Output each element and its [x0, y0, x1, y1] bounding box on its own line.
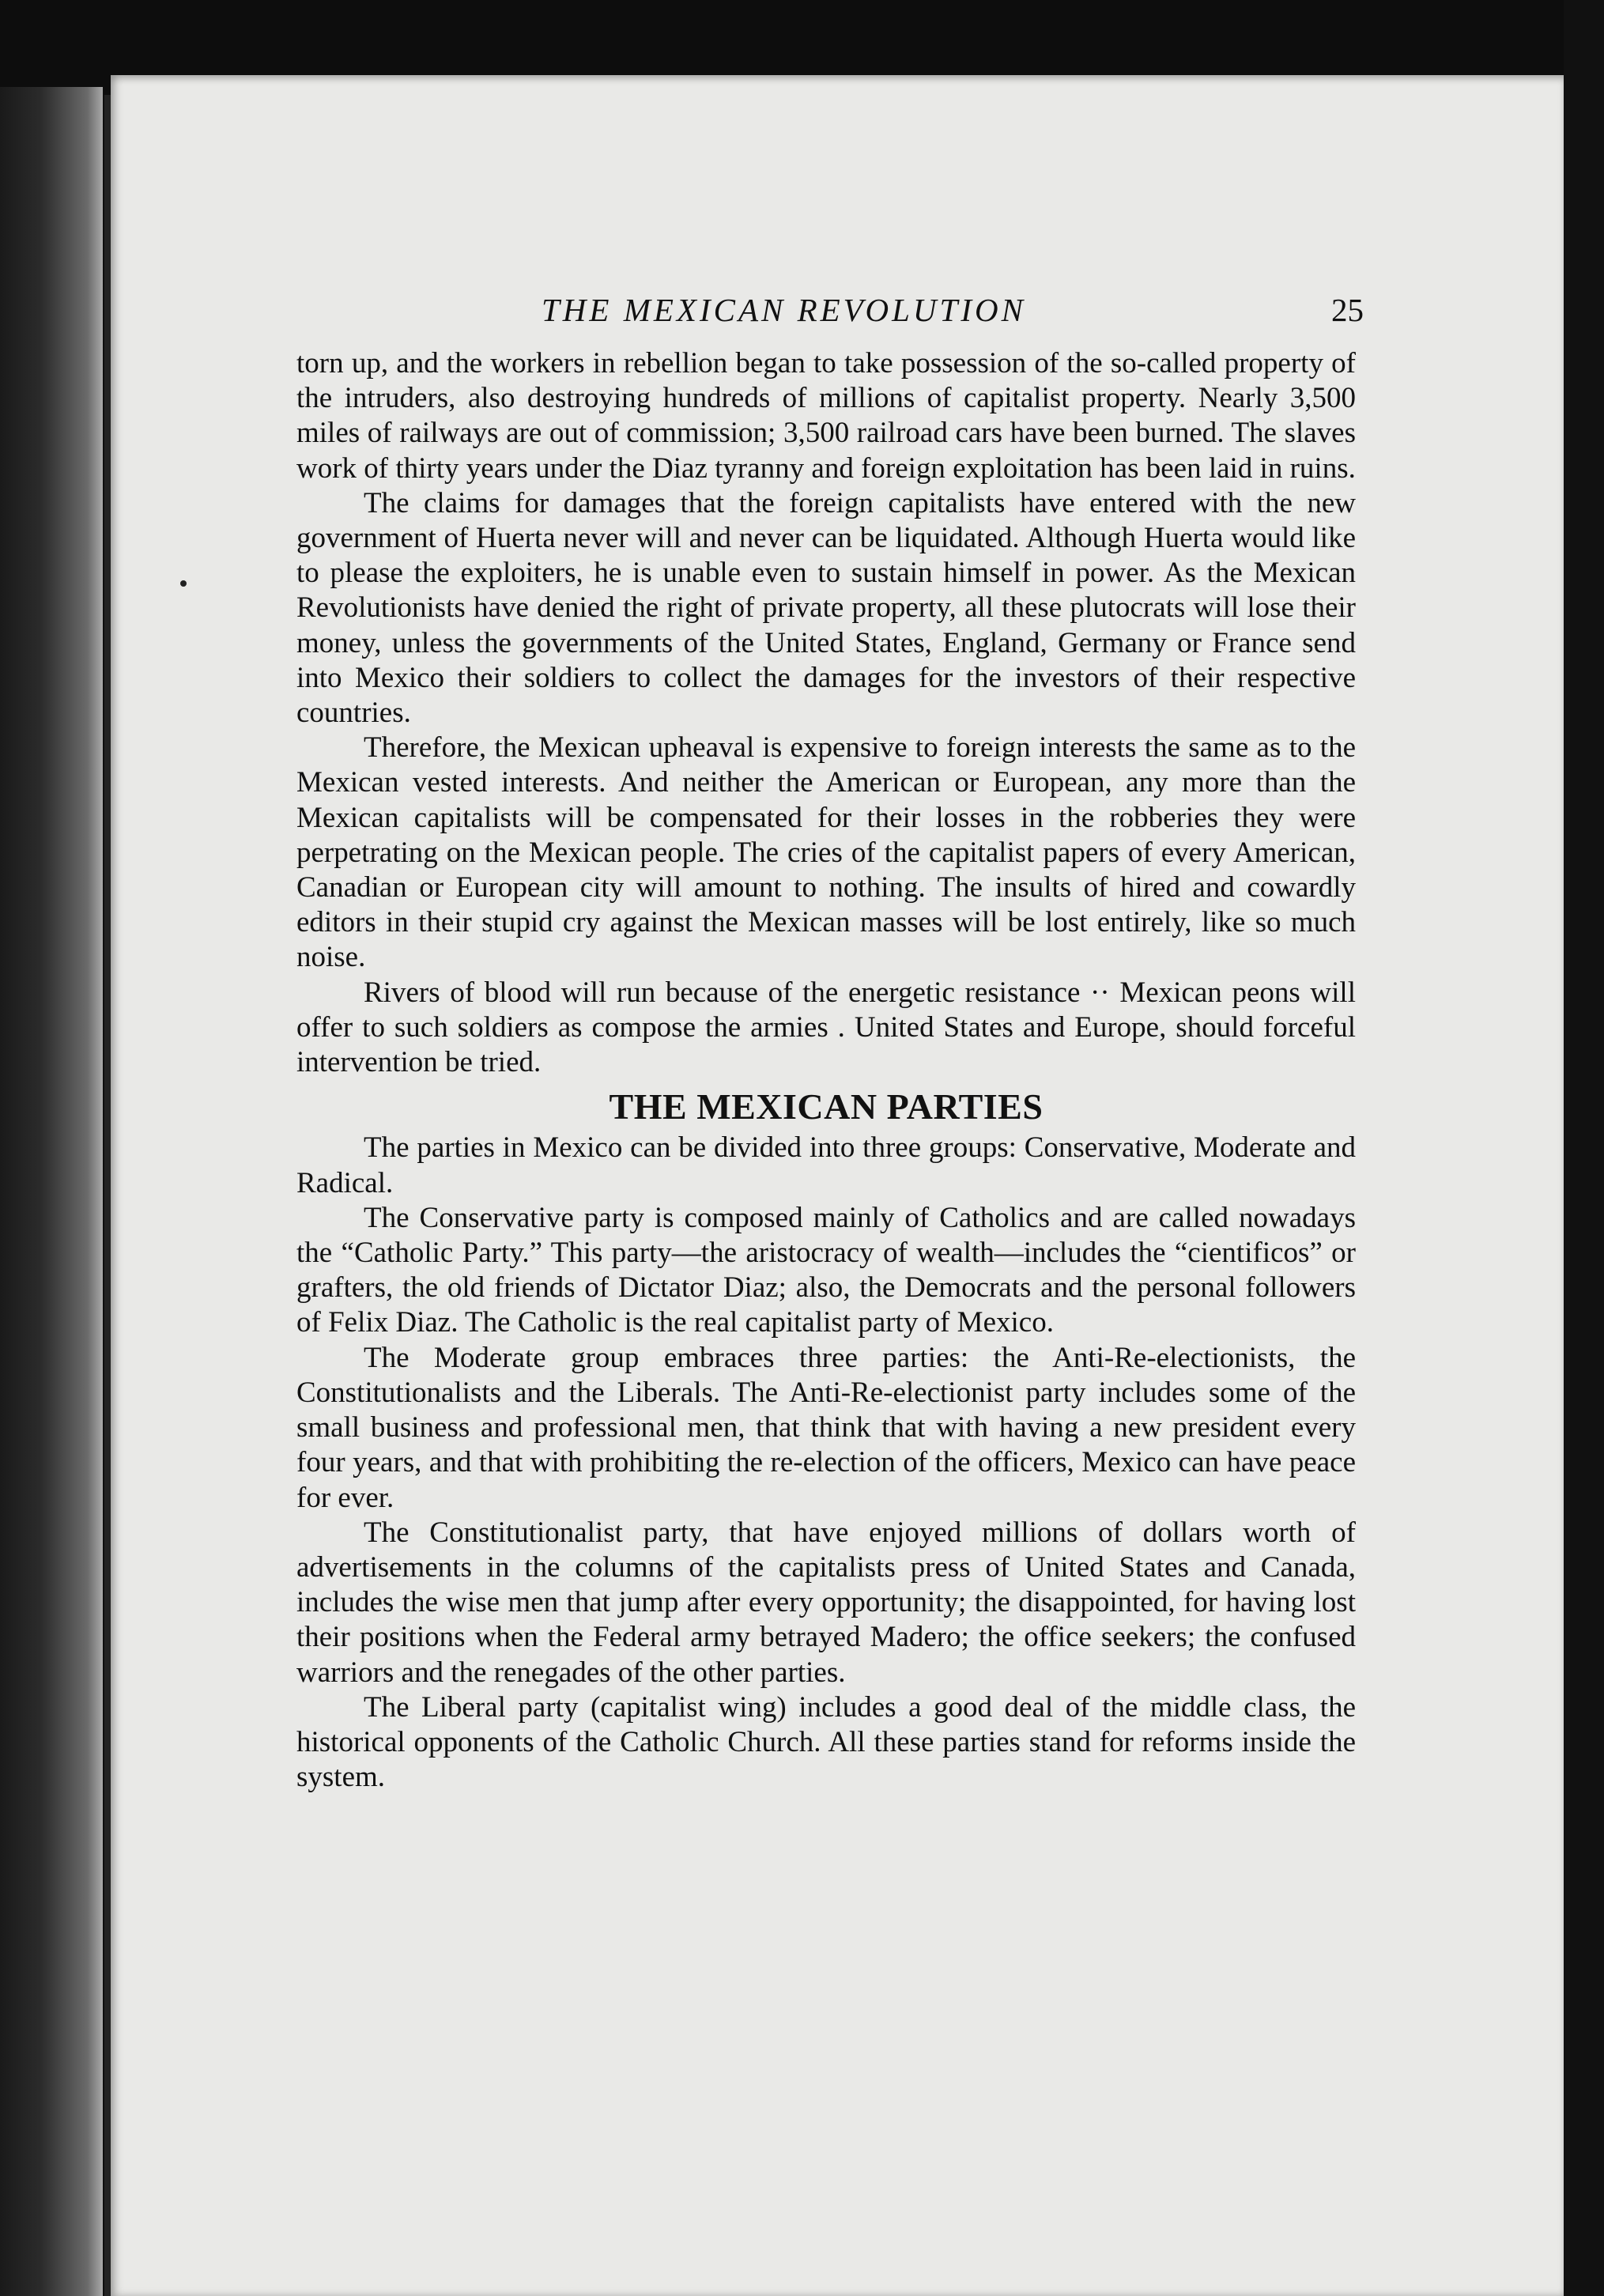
running-title: THE MEXICAN REVOLUTION: [542, 292, 1026, 328]
margin-mark: [180, 580, 187, 587]
paragraph: Therefore, the Mexican upheaval is expensive to foreign interests the same as to the Mexican vested interests. And neither the American or European, any more than the Mexican capitalists will be compensated for their losses in the robberies they were perpetrating on the Mexican people. The cries of the capitalist papers of every American, Canadian or European city will amount to nothing. The insults of hired and cowardly editors in their stupid cry against the Mexican masses will be lost entirely, like so much noise.: [296, 731, 1356, 974]
paragraph: The Moderate group embraces three parties: the Anti-Re-electionists, the Constitutionalists and the Liberals. The Anti-Re-electionist party includes some of the small business and professional men, that think that with having a new president every four years, and that with prohibiting the re-election of the officers, Mexico can have peace for ever.: [296, 1341, 1356, 1514]
paragraph: torn up, and the workers in rebellion began to take possession of the so-called property of the intruders, also destroying hundreds of millions of capitalist property. Nearly 3,500 miles of railways are out of commission; 3,500 railroad cars have been burned. The slaves work of thirty years under the Diaz tyranny and foreign exploitation has been laid in ruins.: [296, 347, 1356, 485]
scan-border: [1564, 0, 1604, 2296]
page-header: [296, 291, 1364, 338]
paragraph: The Liberal party (capitalist wing) includes a good deal of the middle class, the historical opponents of the Catholic Church. All these parties stand for reforms inside the system.: [296, 1690, 1356, 1794]
book-binding: [0, 87, 103, 2296]
paragraph: The claims for damages that the foreign capitalists have entered with the new government of Huerta never will and never can be liquidated. Although Huerta would like to please the exploiters, he is unable even to sustain himself in power. As the Mexican Revolutionists have denied the right of private property, all these plutocrats will lose their money, unless the governments of the United States, England, Germany or France send into Mexico their soldiers to collect the damages for the investors of their respective countries.: [296, 486, 1356, 730]
paragraph: Rivers of blood will run because of the energetic resistance ·· Mexican peons will offer to such soldiers as compose the armies . United States and Europe, should forceful intervention be tried.: [296, 976, 1356, 1079]
paragraph: The parties in Mexico can be divided into three groups: Conservative, Moderate and Radical.: [296, 1131, 1356, 1199]
paragraph: The Constitutionalist party, that have enjoyed millions of dollars worth of advertisements in the columns of the capitalists press of United States and Canada, includes the wise men that jump after every opportunity; the disappointed, for having lost their positions when the Federal army betrayed Madero; the office seekers; the confused warriors and the renegades of the other parties.: [296, 1516, 1356, 1689]
main-text: [296, 346, 1356, 1795]
section-heading: THE MEXICAN PARTIES: [609, 1086, 1044, 1127]
paragraph: The Conservative party is composed mainly of Catholics and are called nowadays the “Catholic Party.” This party—the aristocracy of wealth—includes the “cientificos” or grafters, the old friends of Dictator Diaz; also, the Democrats and the personal followers of Felix Diaz. The Catholic is the real capitalist party of Mexico.: [296, 1201, 1356, 1339]
page-number: 25: [1331, 292, 1364, 328]
